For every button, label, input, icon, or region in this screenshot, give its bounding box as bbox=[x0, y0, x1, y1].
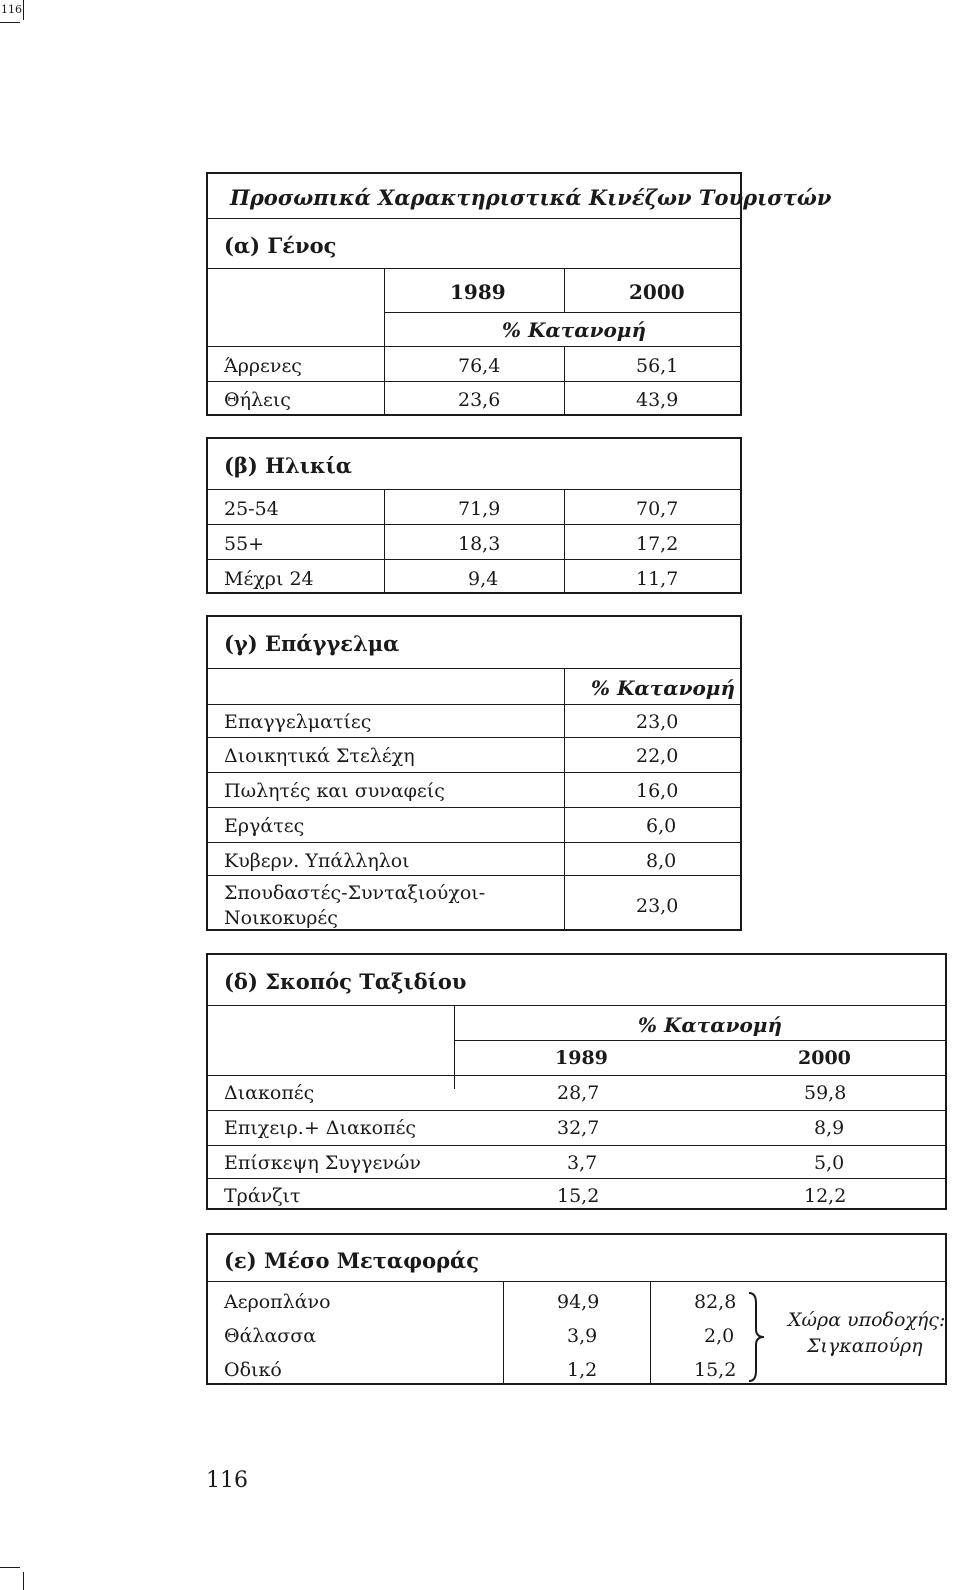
row-value: 71,9 bbox=[458, 498, 501, 520]
curly-brace-icon bbox=[746, 1291, 768, 1383]
row-value: 3,9 bbox=[567, 1325, 598, 1347]
row-value: 9,4 bbox=[468, 568, 499, 590]
row-value: 59,8 bbox=[804, 1082, 847, 1104]
table-gender bbox=[206, 172, 832, 416]
row-label: Τράνζιτ bbox=[224, 1185, 301, 1207]
section-b-heading: (β) Ηλικία bbox=[224, 453, 352, 478]
row-value: 15,2 bbox=[694, 1359, 737, 1381]
table-occupation bbox=[206, 615, 742, 931]
row-value: 15,2 bbox=[557, 1185, 600, 1207]
row-value: 8,9 bbox=[814, 1117, 845, 1139]
distribution-label: % Κατανομή bbox=[638, 1013, 782, 1037]
row-label: Κυβερν. Υπάλληλοι bbox=[224, 850, 410, 872]
section-c-heading: (γ) Επάγγελμα bbox=[224, 631, 400, 656]
row-value: 17,2 bbox=[636, 533, 679, 555]
year-1989: 1989 bbox=[555, 1047, 608, 1069]
destination-note: Χώρα υποδοχής: bbox=[788, 1309, 946, 1331]
row-label: Πωλητές και συναφείς bbox=[224, 780, 445, 802]
row-value: 11,7 bbox=[636, 568, 679, 590]
row-value: 16,0 bbox=[636, 780, 679, 802]
row-value: 1,2 bbox=[567, 1359, 598, 1381]
row-value: 23,0 bbox=[636, 895, 679, 917]
row-value: 3,7 bbox=[567, 1152, 598, 1174]
row-value: 32,7 bbox=[557, 1117, 600, 1139]
row-value: 70,7 bbox=[636, 498, 679, 520]
row-label: Επίσκεψη Συγγενών bbox=[224, 1152, 421, 1174]
table-age bbox=[206, 437, 742, 594]
table-trip-purpose bbox=[206, 953, 947, 1210]
row-value: 23,6 bbox=[458, 389, 501, 411]
row-value: 8,0 bbox=[646, 850, 677, 872]
distribution-label: % Κατανομή bbox=[502, 318, 646, 342]
year-2000: 2000 bbox=[629, 280, 685, 304]
year-2000: 2000 bbox=[798, 1047, 851, 1069]
table-transport bbox=[206, 1233, 947, 1385]
row-label: Αεροπλάνο bbox=[224, 1291, 331, 1313]
row-label: Διακοπές bbox=[224, 1082, 315, 1104]
row-value: 28,7 bbox=[557, 1082, 600, 1104]
row-label: Εργάτες bbox=[224, 815, 305, 837]
row-label: Επιχειρ.+ Διακοπές bbox=[224, 1117, 417, 1139]
row-value: 12,2 bbox=[804, 1185, 847, 1207]
distribution-label: % Κατανομή bbox=[591, 676, 735, 700]
row-value: 18,3 bbox=[458, 533, 501, 555]
row-value: 43,9 bbox=[636, 389, 679, 411]
row-label: Θήλεις bbox=[224, 389, 291, 411]
row-value: 6,0 bbox=[646, 815, 677, 837]
row-value: 82,8 bbox=[694, 1291, 737, 1313]
section-d-heading: (δ) Σκοπός Ταξιδίου bbox=[224, 969, 467, 994]
section-a-heading: (α) Γένος bbox=[224, 233, 337, 258]
row-label: Σπουδαστές-Συνταξιούχοι- bbox=[224, 882, 486, 904]
row-label: Μέχρι 24 bbox=[224, 568, 314, 590]
row-label: Άρρενες bbox=[224, 355, 302, 377]
row-value: 76,4 bbox=[458, 355, 501, 377]
destination-note: Σιγκαπούρη bbox=[807, 1335, 923, 1357]
year-1989: 1989 bbox=[450, 280, 506, 304]
row-value: 2,0 bbox=[704, 1325, 735, 1347]
row-label: Επαγγελματίες bbox=[224, 711, 372, 733]
row-label: Νοικοκυρές bbox=[224, 907, 338, 929]
row-label: Θάλασσα bbox=[224, 1325, 317, 1347]
row-value: 56,1 bbox=[636, 355, 679, 377]
row-value: 94,9 bbox=[557, 1291, 600, 1313]
row-label: 25-54 bbox=[224, 498, 279, 520]
row-value: 23,0 bbox=[636, 711, 679, 733]
footer-page-number: 116 bbox=[206, 1468, 248, 1493]
section-e-heading: (ε) Μέσο Μεταφοράς bbox=[224, 1248, 479, 1273]
header-page-number: 116 bbox=[1, 3, 22, 16]
row-value: 22,0 bbox=[636, 745, 679, 767]
row-label: Οδικό bbox=[224, 1359, 282, 1381]
row-label: 55+ bbox=[224, 533, 265, 555]
row-label: Διοικητικά Στελέχη bbox=[224, 745, 415, 767]
row-value: 5,0 bbox=[814, 1152, 845, 1174]
table-title: Προσωπικά Χαρακτηριστικά Κινέζων Τουριστών bbox=[230, 185, 832, 210]
